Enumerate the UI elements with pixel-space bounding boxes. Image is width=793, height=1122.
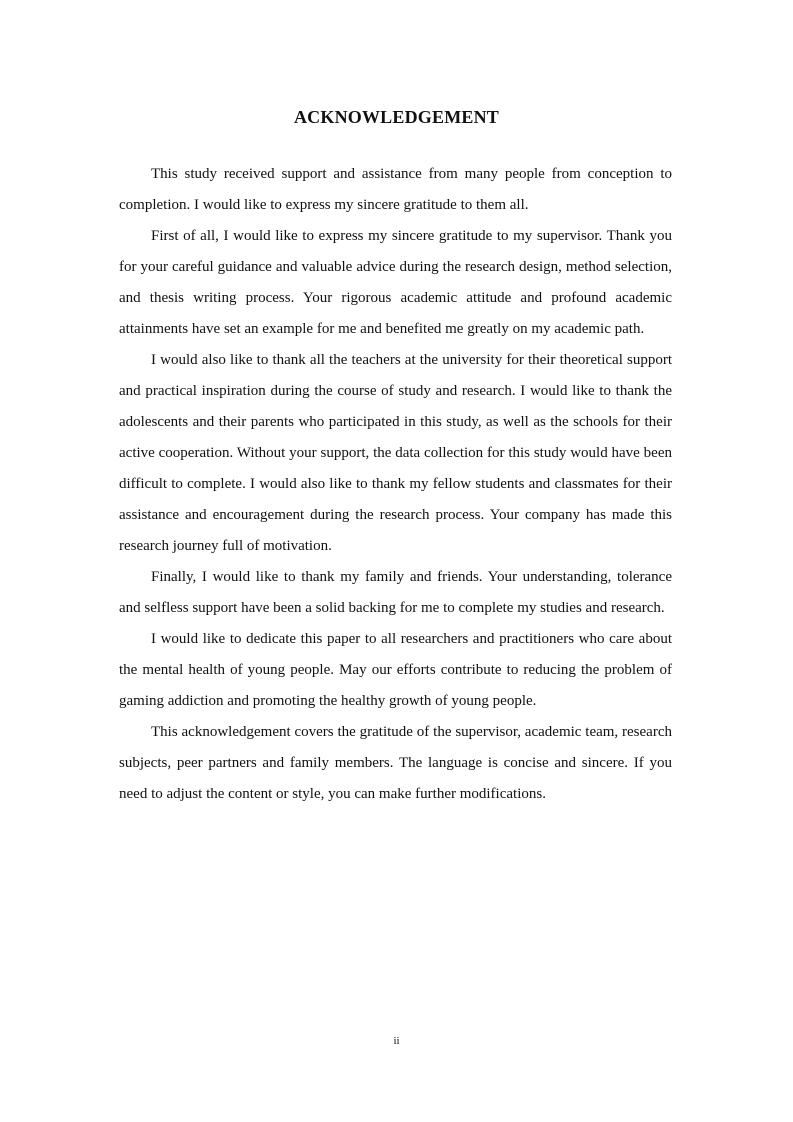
paragraph-summary: This acknowledgement covers the gratitude of the supervisor, academic team, research subjects, peer partners and family members. The language is concise and sincere. If you need to adjust the content or style, you can make further modifications. [119, 724, 672, 802]
paragraph-dedication: I would like to dedicate this paper to all researchers and practitioners who care about the mental health of young people. May our efforts contribute to reducing the problem of gaming addiction and promoting the healthy growth of young people. [119, 631, 672, 709]
paragraph-supervisor: First of all, I would like to express my sincere gratitude to my supervisor. Thank you for your careful guidance and valuable advice during the research design, method selection, and thesis writing process. Your rigorous academic attitude and profound academic attainments have set an example for me and benefited me greatly on my academic path. [119, 228, 672, 337]
page-number: ii [393, 1035, 400, 1047]
paragraph-teachers: I would also like to thank all the teachers at the university for their theoretical support and practical inspiration during the course of study and research. I would like to thank the adolescents and their parents who participated in this study, as well as the schools for their active cooperation. Without your support, the data collection for this study would have been difficult to complete. I would also like to thank my fellow students and classmates for their assistance and encouragement during the research process. Your company has made this research journey full of motivation. [119, 352, 672, 554]
page-title: ACKNOWLEDGEMENT [293, 107, 500, 127]
paragraph-family: Finally, I would like to thank my family and friends. Your understanding, tolerance and selfless support have been a solid backing for me to complete my studies and research. [119, 569, 672, 616]
paragraph-intro: This study received support and assistance from many people from conception to completion. I would like to express my sincere gratitude to them all. [119, 166, 672, 213]
body-text [119, 159, 672, 810]
